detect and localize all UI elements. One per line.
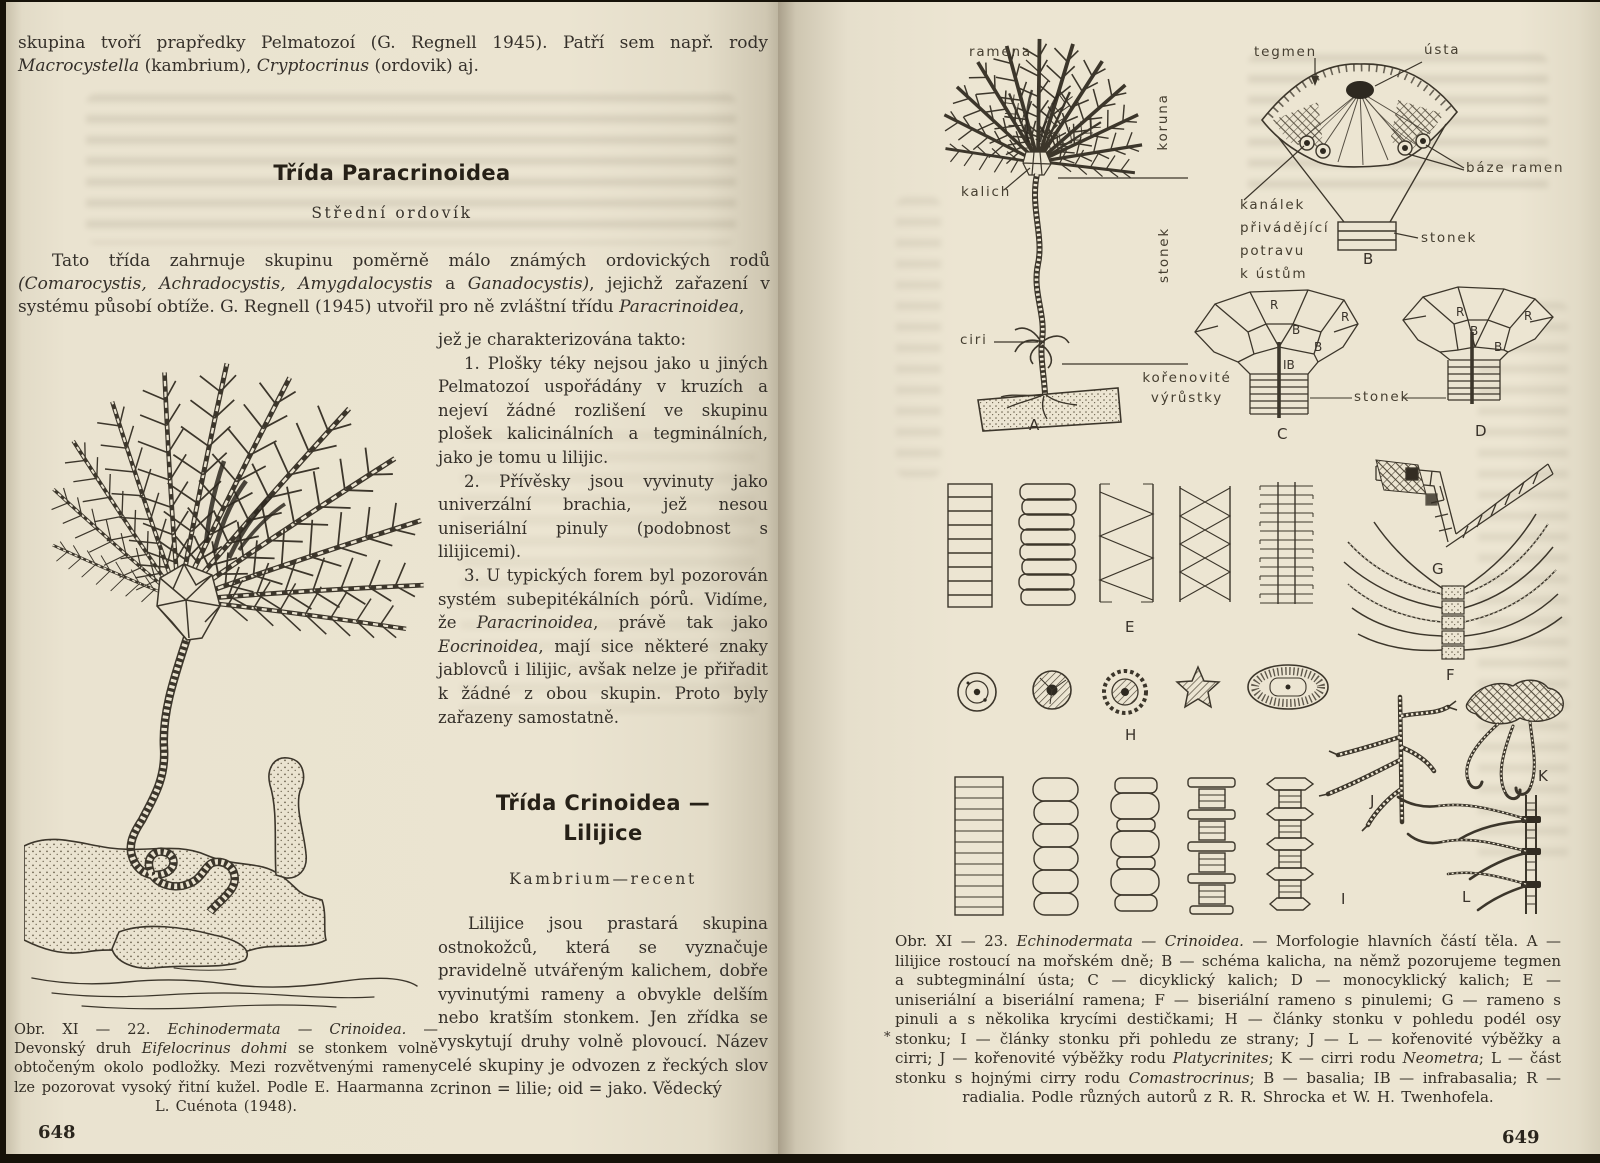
part-letter-k: K: [1538, 767, 1548, 785]
anal-cone-dark-mass: [206, 461, 285, 558]
plate-letter-b: B: [1314, 340, 1323, 354]
substrate-block-a: [978, 388, 1121, 431]
intro-paragraph: [18, 32, 768, 78]
pinnules-left: [1344, 522, 1442, 650]
wavy-uniserial: [1019, 484, 1076, 605]
heading-trida-paracrinoidea: Třída Paracrinoidea: [273, 161, 511, 185]
text-run: a: [432, 274, 468, 294]
page-number-left: 648: [38, 1122, 76, 1143]
numbered-point-1: 1. Plošky téky nejsou jako u jiných Pelmatozoí uspořádány v kruzích a nejeví žádné rozlišení ve skupinu plošek kalicinálních a tegminálních, jako je tomu u lilijic.: [438, 353, 768, 467]
label-line: výrůstky: [1150, 390, 1224, 406]
part-letter-f: F: [1446, 666, 1455, 684]
pinnulate-ladder: [1260, 482, 1313, 604]
caption-taxon-italic: Echinodermata — Crinoidea.: [1016, 932, 1244, 950]
label-stonek-cup: stonek: [1421, 230, 1478, 246]
crinoidea-paragraph: Lilijice jsou prastará skupina ostnokožců, která se vyznačuje pravidelně utvářeným kalichem, dobře vyvinutými rameny a obvykle delším nebo kratším stonkem. Jen zřídka se vyskytují druhy volně plovoucí. Název celé skupiny je odvozen z řeckých slov crinon = lilie; oid = jako. Vědecký: [438, 914, 768, 1099]
genus-cryptocrinus: Cryptocrinus: [256, 56, 370, 76]
label-koruna: koruna: [1155, 93, 1171, 151]
caption-run: Obr. XI — 22.: [14, 1021, 168, 1038]
text-run: (kambrium),: [139, 56, 257, 76]
plate-letter-b: B: [1470, 324, 1479, 338]
label-ramena: ramena: [969, 44, 1032, 60]
label-stonek-crown: stonek: [1156, 226, 1172, 284]
taxon-eocrinoidea: Eocrinoidea: [438, 636, 539, 656]
plate-letter-r: R: [1524, 309, 1533, 323]
part-letter-l: L: [1462, 888, 1471, 906]
biserial-chevron: [1100, 484, 1153, 602]
plate-letter-r: R: [1270, 298, 1279, 312]
label-line: přivádějící: [1240, 220, 1330, 236]
figure-k-cirri-cluster: [1466, 680, 1563, 798]
subheading-stredni-ordovik: Střední ordovík: [311, 204, 473, 222]
caption-run: Obr. XI — 23.: [895, 932, 1017, 950]
label-baze-ramen: báze ramen: [1466, 160, 1565, 176]
part-letter-d: D: [1475, 422, 1487, 440]
text-run: , jejichž zařazení v systému působí obtíže. G. Regnell (1945) utvořil pro ně zvláštní třídu: [18, 274, 770, 317]
part-letter-h: H: [1125, 726, 1137, 744]
genus-macrocystella: Macrocystella: [18, 56, 140, 76]
label-line: kanálek: [1240, 197, 1306, 213]
figure-eifelocrinus-drawing: [24, 338, 432, 1014]
heading-line: Třída Crinoidea —: [495, 791, 711, 815]
text-run: (ordovik) aj.: [369, 56, 479, 76]
figure-morphology-drawing: [778, 2, 1600, 927]
part-letter-b: B: [1363, 250, 1374, 268]
label-usta: ústa: [1424, 42, 1461, 58]
figure-g-arm-with-plates: [1376, 460, 1553, 547]
heading-trida-crinoidea: [438, 788, 768, 848]
caption-run: — Morfologie hlavních částí těla. A — lilijice rostoucí na mořském dně; B — schéma kalicha, na němž pozorujeme tegmen a subtegminální ústa; C — dicyklický kalich; D — monocyklický kalich; E — uniseriální a biseriální ramena; F — biseriální rameno s pinulemi; G — rameno s pinuli a s několika krycími destičkami; H — články stonku v pohledu podél osy stonku; I — články stonku při pohledu ze strany; J — L — kořenovité výběžky a cirri; J — kořenovité výběžky rodu: [895, 932, 1561, 1067]
caption-taxon-italic: Echinodermata — Crinoidea.: [167, 1021, 407, 1038]
section-star: [1177, 667, 1219, 707]
label-ciri: ciri: [960, 332, 988, 348]
subheading-kambrium-recent: Kambrium—recent: [509, 870, 697, 888]
section-round: [958, 673, 996, 711]
genus-ganadocystis: Ganadocystis): [467, 274, 590, 294]
wedge-biserial: [1180, 486, 1230, 602]
part-letter-c: C: [1277, 425, 1288, 443]
caption-run: — Devonský druh: [14, 1021, 438, 1058]
column-lead-line: jež je charakterizována takto:: [438, 330, 687, 349]
plate-letter-b: B: [1292, 323, 1301, 337]
figure-i-stem-side-views: [955, 777, 1313, 915]
label-stonek-calyx: stonek: [1354, 389, 1411, 405]
text-run: , mají sice některé znaky jablovců i lilijic, avšak nelze je přiřadit k žádné z obou skupin. Proto byly zařazeny samostatně.: [438, 636, 768, 727]
caption-run: ; B — basalia; IB — infrabasalia; R — radialia. Podle různých autorů z R. R. Shrocka et W. H. Twenhofela.: [962, 1068, 1561, 1106]
section-hatched: [1033, 671, 1071, 709]
part-letter-j: J: [1370, 792, 1375, 810]
calyx-a: [1023, 152, 1051, 175]
page-number-right: 649: [1502, 1127, 1540, 1148]
label-line: kořenovité: [1142, 370, 1232, 386]
label-line: potravu: [1240, 243, 1306, 259]
plate-letter-r: R: [1341, 310, 1350, 324]
label-kanalek: [1240, 194, 1329, 286]
text-run: ,: [738, 297, 745, 317]
plate-letter-b: B: [1494, 340, 1503, 354]
figure-caption-left: [14, 1020, 438, 1116]
stem-a: [1035, 174, 1045, 394]
section-beaded: [1104, 671, 1146, 713]
caption-run: ; K — cirri rodu: [1268, 1049, 1403, 1067]
crown-arms-group: [31, 359, 425, 644]
text-run: 3. U typických forem byl pozorován systém subepitékálních pórů. Vidíme, že: [438, 565, 768, 633]
part-letter-a: A: [1029, 416, 1040, 434]
mouth-blob: [1346, 81, 1374, 99]
taxon-paracrinoidea: Paracrinoidea: [476, 613, 594, 633]
caption-run: ; L — část stonku s hojnými cirry rodu: [895, 1049, 1561, 1087]
part-letter-g: G: [1432, 560, 1444, 578]
part-letter-e: E: [1125, 618, 1135, 636]
page-left: [6, 2, 778, 1154]
numbered-point-2: 2. Přívěsky jsou vyvinuty jako univerzální brachia, jež nesou uniseriální pinuly (podobnost s lilijicemi).: [438, 471, 768, 562]
plate-letter-r: R: [1456, 305, 1465, 319]
genus-comastrocrinus: Comastrocrinus: [1128, 1068, 1250, 1087]
label-tegmen: tegmen: [1254, 44, 1317, 60]
section-elliptic: [1248, 665, 1328, 709]
text-run: skupina tvoří prapředky Pelmatozoí (G. Regnell 1945). Patří sem např. rody: [18, 33, 768, 53]
pinnules-right: [1464, 514, 1562, 650]
paracrinoidea-paragraph: [18, 250, 770, 319]
plate-letter-ib: IB: [1283, 358, 1295, 372]
figure-h-columnal-sections: [958, 665, 1328, 713]
footnote-asterisk: *: [884, 1030, 891, 1045]
figure-f-arm-with-pinnules: [1344, 514, 1562, 659]
label-korenovite-vyrustky: [1135, 368, 1239, 408]
page-right: [778, 2, 1600, 1154]
genus-neometra: Neometra: [1402, 1049, 1479, 1067]
figure-caption-right: [895, 932, 1561, 1108]
node-collars: [1521, 816, 1541, 888]
genus-list-italic: (Comarocystis, Achradocystis, Amygdalocystis: [18, 274, 433, 294]
text-run: Tato třída zahrnuje skupinu poměrně málo známých ordovických rodů: [52, 251, 770, 271]
label-kalich: kalich: [961, 184, 1012, 200]
figure-j-rootlike-holdfast: [1319, 697, 1457, 831]
seafloor-group: [32, 968, 417, 1009]
figure-e-arm-types: [948, 482, 1313, 607]
caption-species-italic: Eifelocrinus dohmi: [141, 1040, 288, 1058]
caption-run: se stonkem volně obtočeným okolo podložky. Mezi rozvětvenými rameny lze pozorovat vysoký řitní kužel. Podle E. Haarmanna z L. Cuénota (1948).: [14, 1040, 438, 1115]
label-line: k ústům: [1240, 266, 1308, 282]
central-brachials: [1442, 586, 1464, 659]
numbered-point-3: [438, 564, 768, 729]
taxon-paracrinoidea: Paracrinoidea: [619, 297, 739, 317]
genus-platycrinites: Platycrinites: [1172, 1049, 1269, 1067]
right-column-text: [438, 328, 768, 729]
part-letter-i: I: [1341, 890, 1346, 908]
calyx-group: [157, 564, 220, 640]
text-run: , právě tak jako: [593, 613, 768, 633]
heading-line: Lilijice: [563, 821, 643, 845]
